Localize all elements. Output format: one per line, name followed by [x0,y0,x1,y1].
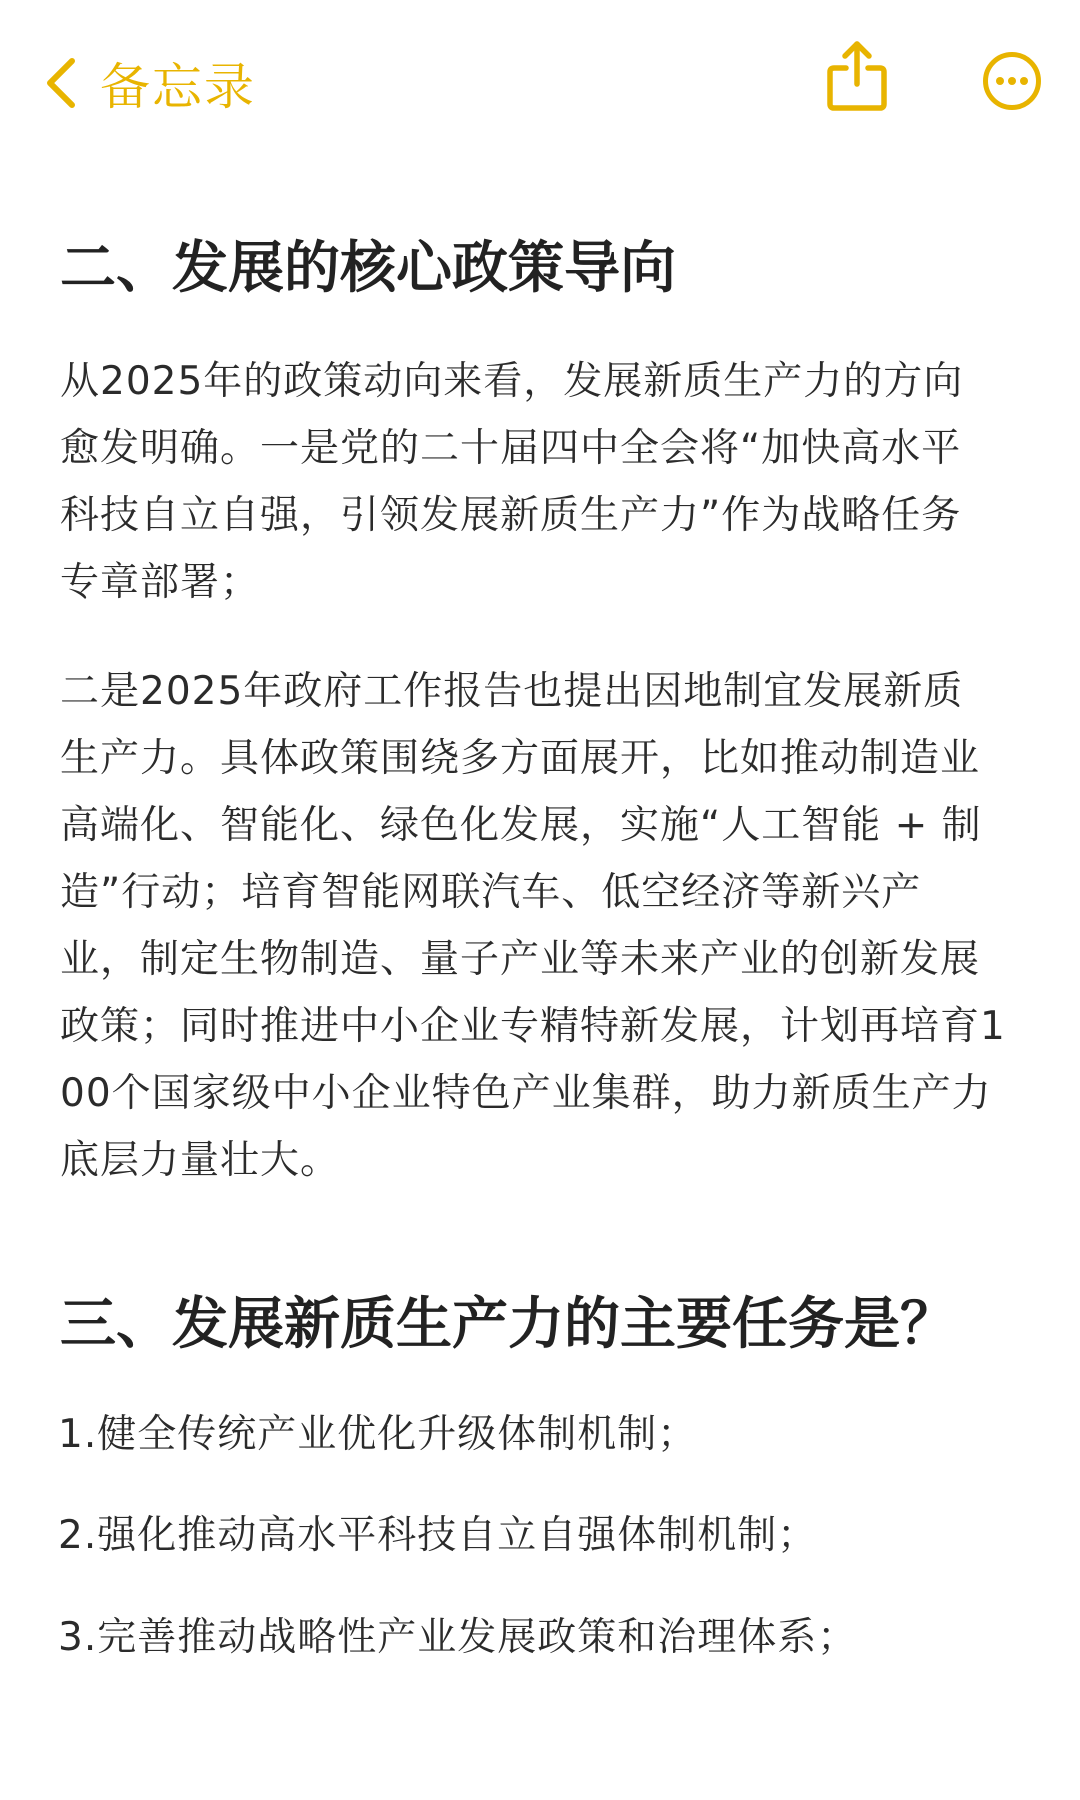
text-line: 从2025年的政策动向来看，发展新质生产力的方向 [60,359,964,404]
more-button[interactable] [982,51,1042,111]
back-label: 备忘录 [100,58,256,116]
text-line: 造”行动；培育智能网联汽车、低空经济等新兴产 [60,870,922,915]
section-heading-2: 二、发展的核心政策导向 [60,236,676,301]
task-item: 1.健全传统产业优化升级体制机制； [58,1412,698,1457]
navigation-bar [0,0,1080,170]
share-button[interactable] [826,40,888,112]
task-item: 2.强化推动高水平科技自立自强体制机制； [58,1513,818,1558]
text-line: 政策；同时推进中小企业专精特新发展，计划再培育1 [60,1004,1006,1049]
text-line: 底层力量壮大。 [60,1138,341,1183]
text-line: 科技自立自强，引领发展新质生产力”作为战略任务 [60,493,962,538]
text-line: 生产力。具体政策围绕多方面展开，比如推动制造业 [60,736,981,781]
chevron-left-icon [44,55,78,111]
back-button[interactable] [44,48,256,118]
text-line: 愈发明确。一是党的二十届四中全会将“加快高水平 [60,426,962,471]
text-line: 专章部署； [60,560,261,605]
text-line: 二是2025年政府工作报告也提出因地制宜发展新质 [60,669,964,714]
section-heading-3: 三、发展新质生产力的主要任务是？ [60,1292,956,1357]
task-item: 3.完善推动战略性产业发展政策和治理体系； [58,1615,858,1660]
paragraph-policy-direction [60,348,1035,616]
text-line: 00个国家级中小企业特色产业集群，助力新质生产力 [60,1071,992,1116]
more-icon [982,51,1042,111]
text-line: 业，制定生物制造、量子产业等未来产业的创新发展 [60,937,981,982]
paragraph-government-report [60,658,1035,1194]
text-line: 高端化、智能化、绿色化发展，实施“人工智能 + 制 [60,803,982,848]
share-icon [826,40,888,112]
